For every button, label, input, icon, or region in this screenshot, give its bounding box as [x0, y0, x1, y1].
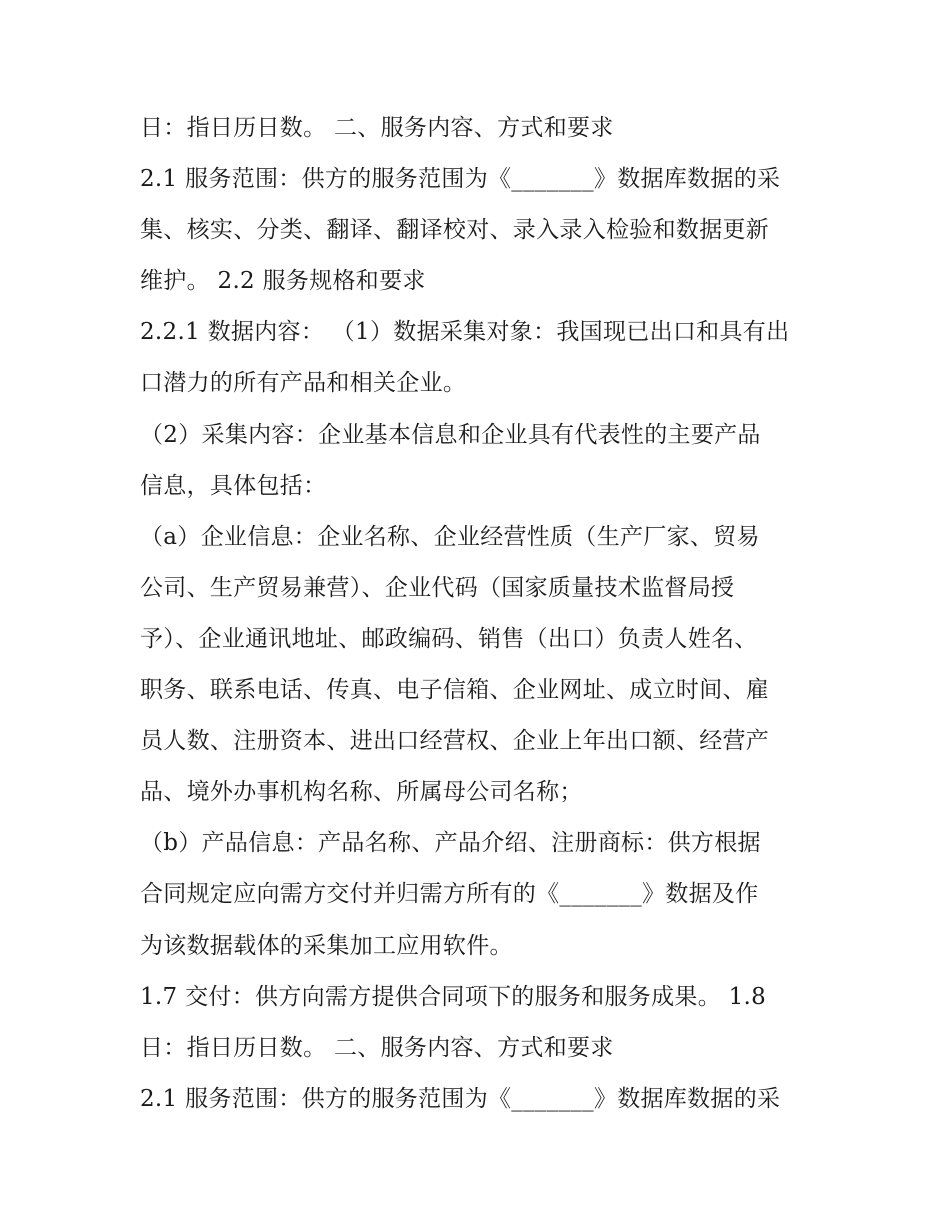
text-line: 职务、联系电话、传真、电子信箱、企业网址、成立时间、雇	[140, 677, 770, 704]
text-line: 为该数据载体的采集加工应用软件。	[140, 932, 513, 959]
text-line: 员人数、注册资本、进出口经营权、企业上年出口额、经营产	[140, 728, 770, 755]
text-line: 2.1 服务范围：供方的服务范围为《_______》数据库数据的采	[140, 1085, 781, 1112]
text-line: 口潜力的所有产品和相关企业。	[140, 370, 467, 397]
text-line: 品、境外办事机构名称、所属母公司名称；	[140, 779, 583, 806]
text-line: 信息，具体包括：	[140, 472, 327, 499]
text-line: 2.1 服务范围：供方的服务范围为《_______》数据库数据的采	[140, 166, 781, 193]
text-line: （a）企业信息：企业名称、企业经营性质（生产厂家、贸易	[140, 523, 760, 550]
text-line: 维护。 2.2 服务规格和要求	[140, 268, 426, 295]
text-line: （b）产品信息：产品名称、产品介绍、注册商标：供方根据	[140, 830, 761, 857]
text-line: 予）、企业通讯地址、邮政编码、销售（出口）负责人姓名、	[140, 625, 758, 652]
document-body	[140, 103, 830, 1125]
text-line: 公司、生产贸易兼营）、企业代码（国家质量技术监督局授	[140, 574, 735, 601]
text-line: 日：指日历日数。 二、服务内容、方式和要求	[140, 115, 614, 141]
text-line: 日：指日历日数。 二、服务内容、方式和要求	[140, 1034, 614, 1061]
text-line: 集、核实、分类、翻译、翻译校对、录入录入检验和数据更新	[140, 217, 770, 244]
text-line: （2）采集内容：企业基本信息和企业具有代表性的主要产品	[140, 421, 761, 448]
text-line: 合同规定应向需方交付并归需方所有的《_______》数据及作	[140, 881, 759, 908]
text-line: 2.2.1 数据内容： （1）数据采集对象：我国现已出口和具有出	[140, 319, 790, 346]
text-line: 1.7 交付：供方向需方提供合同项下的服务和服务成果。 1.8	[140, 983, 767, 1010]
